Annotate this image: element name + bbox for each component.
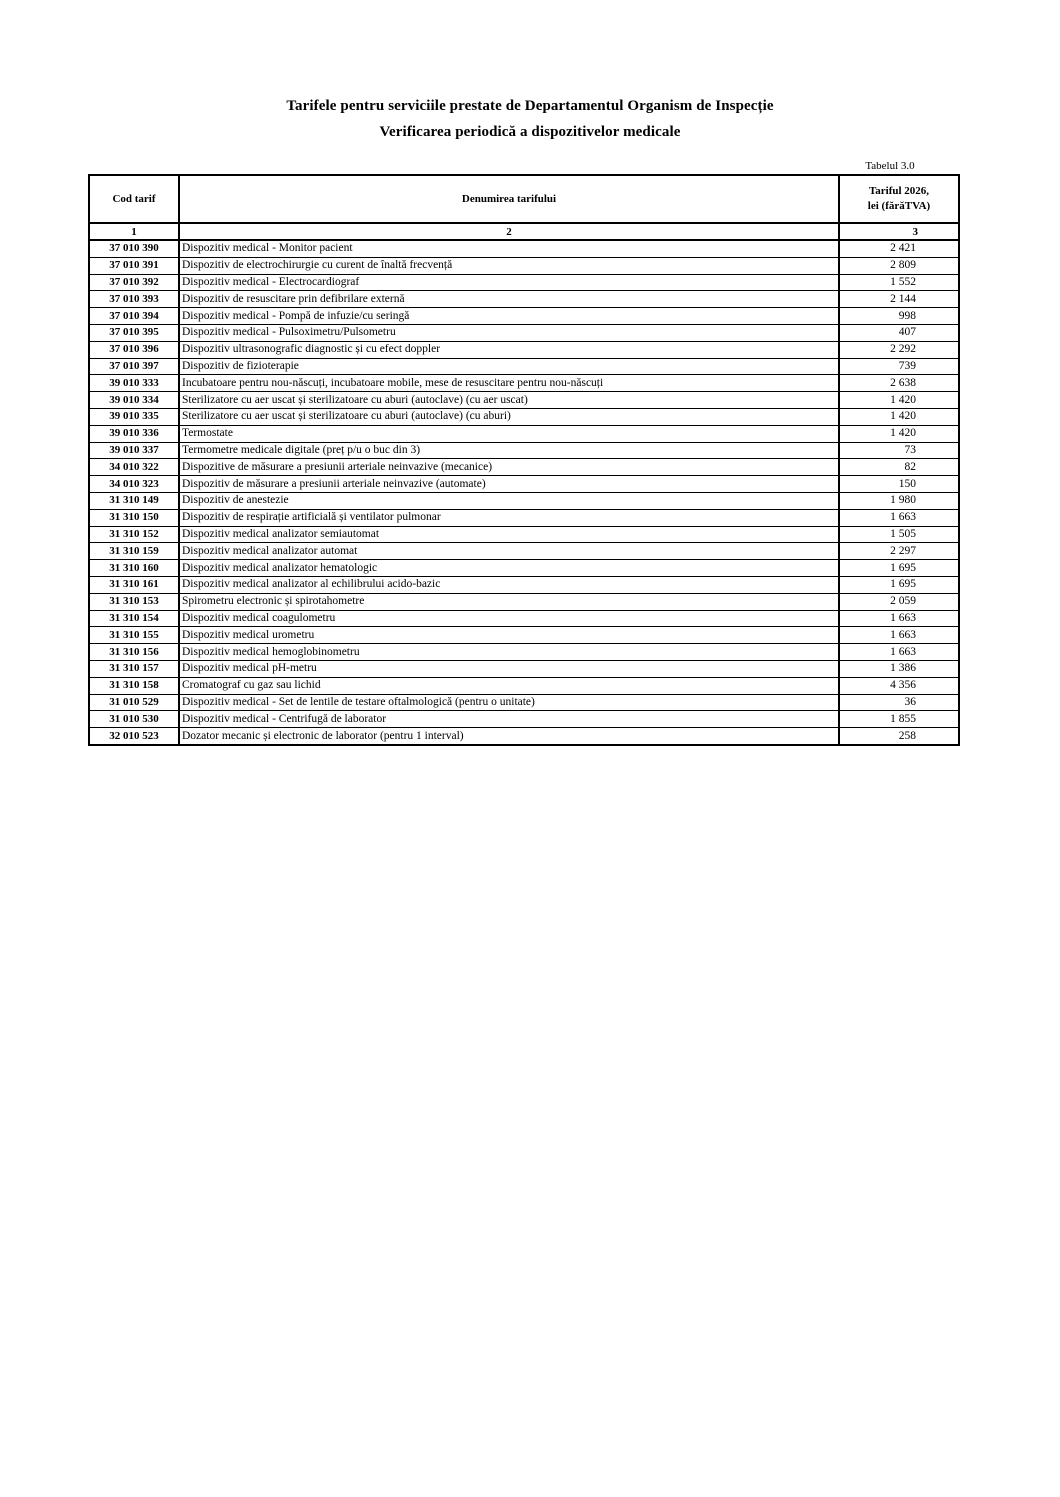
table-row [89,627,959,644]
tariff-name: Dispozitiv medical hemoglobinometru [179,644,839,661]
tariff-code: 37 010 395 [89,324,179,341]
tariff-name: Dispozitiv medical analizator semiautomat [179,526,839,543]
table-row [89,610,959,627]
tariff-name: Dispozitiv de resuscitare prin defibrilare externă [179,291,839,308]
table-row [89,375,959,392]
header-price-line1: Tariful 2026, [868,185,930,197]
tariff-name: Dispozitiv de fizioterapie [179,358,839,375]
tariff-price: 2 297 [839,543,959,560]
tariff-code: 37 010 391 [89,257,179,274]
column-number-row [89,223,959,240]
tariff-code: 31 010 529 [89,694,179,711]
tariff-price: 2 421 [839,240,959,257]
table-row [89,358,959,375]
tariff-name: Dispozitiv de electrochirurgie cu curent de înaltă frecvență [179,257,839,274]
table-row [89,509,959,526]
tariff-price: 258 [839,728,959,745]
tariff-code: 37 010 392 [89,274,179,291]
tariff-price: 2 809 [839,257,959,274]
table-row [89,240,959,257]
tariff-code: 32 010 523 [89,728,179,745]
tariff-name: Dispozitiv medical - Pulsoximetru/Pulsometru [179,324,839,341]
table-row [89,257,959,274]
tariff-name: Dozator mecanic și electronic de laborator (pentru 1 interval) [179,728,839,745]
column-number-3: 3 [839,223,959,240]
tariff-code: 39 010 333 [89,375,179,392]
tariff-name: Sterilizatore cu aer uscat și sterilizatoare cu aburi (autoclave) (cu aer uscat) [179,392,839,409]
table-row [89,660,959,677]
tariff-price: 2 292 [839,341,959,358]
tariff-price: 1 663 [839,627,959,644]
tariff-price: 4 356 [839,677,959,694]
table-row [89,543,959,560]
table-row [89,677,959,694]
table-row [89,341,959,358]
document-title: Tarifele pentru serviciile prestate de Departamentul Organism de Inspecție [286,98,774,114]
document-subtitle: Verificarea periodică a dispozitivelor medicale [379,124,681,140]
tariff-code: 39 010 336 [89,425,179,442]
header-price [839,175,959,223]
tariff-price: 1 420 [839,408,959,425]
tariff-price: 1 552 [839,274,959,291]
table-number: Tabelul 3.0 [865,160,915,172]
tariff-price: 150 [839,476,959,493]
tariff-name: Dispozitiv medical pH-metru [179,660,839,677]
tariff-code: 31 310 159 [89,543,179,560]
table-row [89,576,959,593]
tariff-price: 1 695 [839,560,959,577]
tariff-code: 31 310 161 [89,576,179,593]
tariff-price: 1 695 [839,576,959,593]
tariff-code: 31 310 157 [89,660,179,677]
tariff-code: 31 310 149 [89,492,179,509]
tariff-code: 39 010 334 [89,392,179,409]
table-row [89,291,959,308]
tariff-code: 31 310 158 [89,677,179,694]
table-body [89,240,959,745]
table-row [89,526,959,543]
column-number-1: 1 [89,223,179,240]
table-row [89,728,959,745]
tariff-name: Dispozitiv medical urometru [179,627,839,644]
tariff-name: Cromatograf cu gaz sau lichid [179,677,839,694]
tariff-code: 39 010 337 [89,442,179,459]
tariff-name: Dispozitiv medical - Set de lentile de testare oftalmologică (pentru o unitate) [179,694,839,711]
tariff-name: Dispozitiv medical analizator al echilibrului acido-bazic [179,576,839,593]
tariff-name: Dispozitiv medical - Pompă de infuzie/cu seringă [179,308,839,325]
table-row [89,476,959,493]
table-row [89,324,959,341]
tariff-code: 39 010 335 [89,408,179,425]
tariff-price: 1 663 [839,610,959,627]
tariff-name: Dispozitive de măsurare a presiunii arteriale neinvazive (mecanice) [179,459,839,476]
header-name: Denumirea tarifului [179,175,839,223]
tariff-code: 34 010 323 [89,476,179,493]
tariff-table [88,174,960,746]
table-row [89,694,959,711]
tariff-code: 31 310 156 [89,644,179,661]
table-row [89,644,959,661]
tariff-name: Termometre medicale digitale (preț p/u o buc din 3) [179,442,839,459]
tariff-code: 31 010 530 [89,711,179,728]
table-row [89,711,959,728]
tariff-price: 2 059 [839,593,959,610]
tariff-name: Incubatoare pentru nou-născuți, incubatoare mobile, mese de resuscitare pentru nou-născuți [179,375,839,392]
tariff-code: 37 010 397 [89,358,179,375]
tariff-name: Dispozitiv de anestezie [179,492,839,509]
table-row [89,408,959,425]
table-row [89,274,959,291]
tariff-price: 1 855 [839,711,959,728]
tariff-price: 1 663 [839,509,959,526]
tariff-code: 37 010 396 [89,341,179,358]
tariff-price: 1 420 [839,425,959,442]
tariff-name: Termostate [179,425,839,442]
tariff-name: Dispozitiv medical - Electrocardiograf [179,274,839,291]
tariff-code: 37 010 390 [89,240,179,257]
column-number-2: 2 [179,223,839,240]
tariff-code: 31 310 155 [89,627,179,644]
table-row [89,308,959,325]
tariff-price: 998 [839,308,959,325]
tariff-name: Dispozitiv medical - Monitor pacient [179,240,839,257]
tariff-code: 37 010 393 [89,291,179,308]
tariff-price: 1 980 [839,492,959,509]
table-row [89,492,959,509]
tariff-code: 31 310 154 [89,610,179,627]
tariff-code: 37 010 394 [89,308,179,325]
tariff-price: 1 505 [839,526,959,543]
table-row [89,593,959,610]
tariff-price: 1 386 [839,660,959,677]
tariff-price: 36 [839,694,959,711]
tariff-name: Dispozitiv medical coagulometru [179,610,839,627]
tariff-code: 34 010 322 [89,459,179,476]
header-code: Cod tarif [89,175,179,223]
tariff-name: Dispozitiv ultrasonografic diagnostic și cu efect doppler [179,341,839,358]
tariff-price: 73 [839,442,959,459]
header-price-line2: lei (fărăTVA) [867,200,931,212]
tariff-code: 31 310 150 [89,509,179,526]
tariff-code: 31 310 153 [89,593,179,610]
tariff-name: Sterilizatore cu aer uscat și sterilizatoare cu aburi (autoclave) (cu aburi) [179,408,839,425]
tariff-price: 2 144 [839,291,959,308]
table-row [89,442,959,459]
tariff-price: 739 [839,358,959,375]
table-row [89,425,959,442]
tariff-price: 1 663 [839,644,959,661]
tariff-price: 82 [839,459,959,476]
tariff-name: Dispozitiv medical - Centrifugă de laborator [179,711,839,728]
tariff-code: 31 310 152 [89,526,179,543]
table-row [89,459,959,476]
tariff-price: 2 638 [839,375,959,392]
tariff-code: 31 310 160 [89,560,179,577]
tariff-price: 1 420 [839,392,959,409]
table-header-row [89,175,959,223]
tariff-name: Dispozitiv medical analizator hematologic [179,560,839,577]
tariff-name: Dispozitiv de respirație artificială și ventilator pulmonar [179,509,839,526]
table-row [89,560,959,577]
tariff-name: Dispozitiv de măsurare a presiunii arteriale neinvazive (automate) [179,476,839,493]
tariff-name: Dispozitiv medical analizator automat [179,543,839,560]
table-row [89,392,959,409]
tariff-name: Spirometru electronic și spirotahometre [179,593,839,610]
tariff-price: 407 [839,324,959,341]
